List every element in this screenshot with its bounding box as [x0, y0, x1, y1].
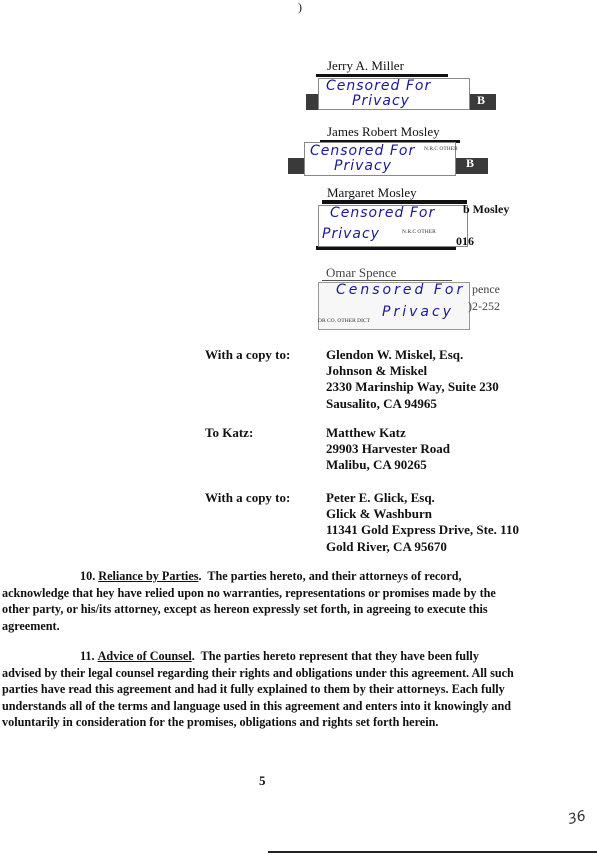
signatory-name-jerry: Jerry A. Miller: [327, 58, 404, 73]
form-stamp: N.R.C OTHER: [424, 146, 458, 152]
copy-label: To Katz:: [205, 425, 254, 440]
edge-text: b Mosley: [463, 202, 510, 216]
censor-handwriting: Censored For: [326, 78, 432, 94]
stray-mark: ): [298, 0, 302, 14]
address-line: Sausalito, CA 94965: [326, 395, 437, 411]
censor-handwriting: Privacy: [334, 158, 392, 174]
address-line: Malibu, CA 90265: [326, 457, 427, 473]
censor-handwriting: Censored For: [310, 143, 416, 159]
copy-address: [326, 347, 499, 412]
section-reliance: 10. Reliance by Parties. The parties hereto, and their attorneys of record, acknowledge that hey have relied upon no warranties, representations or promises made by the other party, or his/its attorney, except as hereon expressly set forth, in agreeing to execute this agreement.: [2, 569, 496, 633]
bottom-rule: [268, 851, 597, 853]
edge-text: )2-252: [468, 299, 500, 313]
form-stamp: N.R.C OTHER: [402, 229, 436, 235]
address-line: Johnson & Miskel: [326, 363, 428, 379]
copy-label: With a copy to:: [205, 490, 291, 505]
copy-label: With a copy to:: [205, 347, 291, 362]
address-line: 2330 Marinship Way, Suite 230: [326, 379, 499, 395]
address-line: Glendon W. Miskel, Esq.: [326, 347, 464, 362]
signatory-name-james: James Robert Mosley: [327, 124, 440, 139]
censor-handwriting: Censored For: [330, 205, 436, 221]
section-heading: Reliance by Parties: [98, 569, 199, 583]
edge-text: 016: [456, 234, 474, 248]
censor-handwriting: Privacy: [352, 93, 410, 109]
address-line: Matthew Katz: [326, 425, 406, 440]
address-line: Glick & Washburn: [326, 506, 432, 522]
redaction-bar: [316, 74, 448, 77]
censor-handwriting: Privacy: [322, 226, 380, 242]
section-number: 11.: [80, 649, 95, 663]
signatory-name-omar: Omar Spence: [326, 265, 397, 280]
form-stamp: OR CO. OTHER DICT: [318, 318, 370, 324]
edge-text: B: [477, 93, 486, 107]
copy-address: [326, 425, 450, 474]
address-line: 11341 Gold Express Drive, Ste. 110: [326, 522, 519, 538]
section-text: The parties hereto, and their attorneys of record, acknowledge that hey have relied upon no warranties, representations or promises made by the other party, or his/its attorney, except as hereon expressly set forth, in agreeing to execute this agreement.: [2, 569, 496, 633]
edge-text: pence: [472, 282, 500, 296]
section-text: The parties hereto represent that they have been fully advised by their legal counsel regarding their rights and obligations under this agreement. All such parties have read this agreement and had it fully explained to them by their attorneys. Each fully understands all of the terms and language used in this agreement and enters into it knowingly and voluntarily in consideration for the promises, obligations and rights set forth herein.: [2, 649, 514, 729]
section-number: 10.: [80, 569, 96, 583]
censor-handwriting: Privacy: [382, 304, 454, 320]
address-line: 29903 Harvester Road: [326, 441, 450, 457]
edge-text: B: [466, 156, 475, 170]
address-line: Gold River, CA 95670: [326, 538, 447, 554]
censor-handwriting: Censored For: [336, 282, 466, 298]
redaction-bar: [322, 200, 467, 204]
section-heading: Advice of Counsel: [97, 649, 192, 663]
page-number: 5: [259, 773, 266, 788]
address-line: Peter E. Glick, Esq.: [326, 490, 435, 505]
section-advice: 11. Advice of Counsel. The parties hereto represent that they have been fully advised by their legal counsel regarding their rights and obligations under this agreement. All such parties have read this agreement and had it fully explained to them by their attorneys. Each fully understands all of the terms and language used in this agreement and enters into it knowingly and voluntarily in consideration for the promises, obligations and rights set forth herein.: [2, 649, 514, 729]
redaction-bar: [322, 280, 452, 281]
handwritten-corner-mark: 36: [566, 807, 588, 829]
copy-address: [326, 490, 519, 555]
signatory-name-margaret: Margaret Mosley: [327, 185, 417, 200]
